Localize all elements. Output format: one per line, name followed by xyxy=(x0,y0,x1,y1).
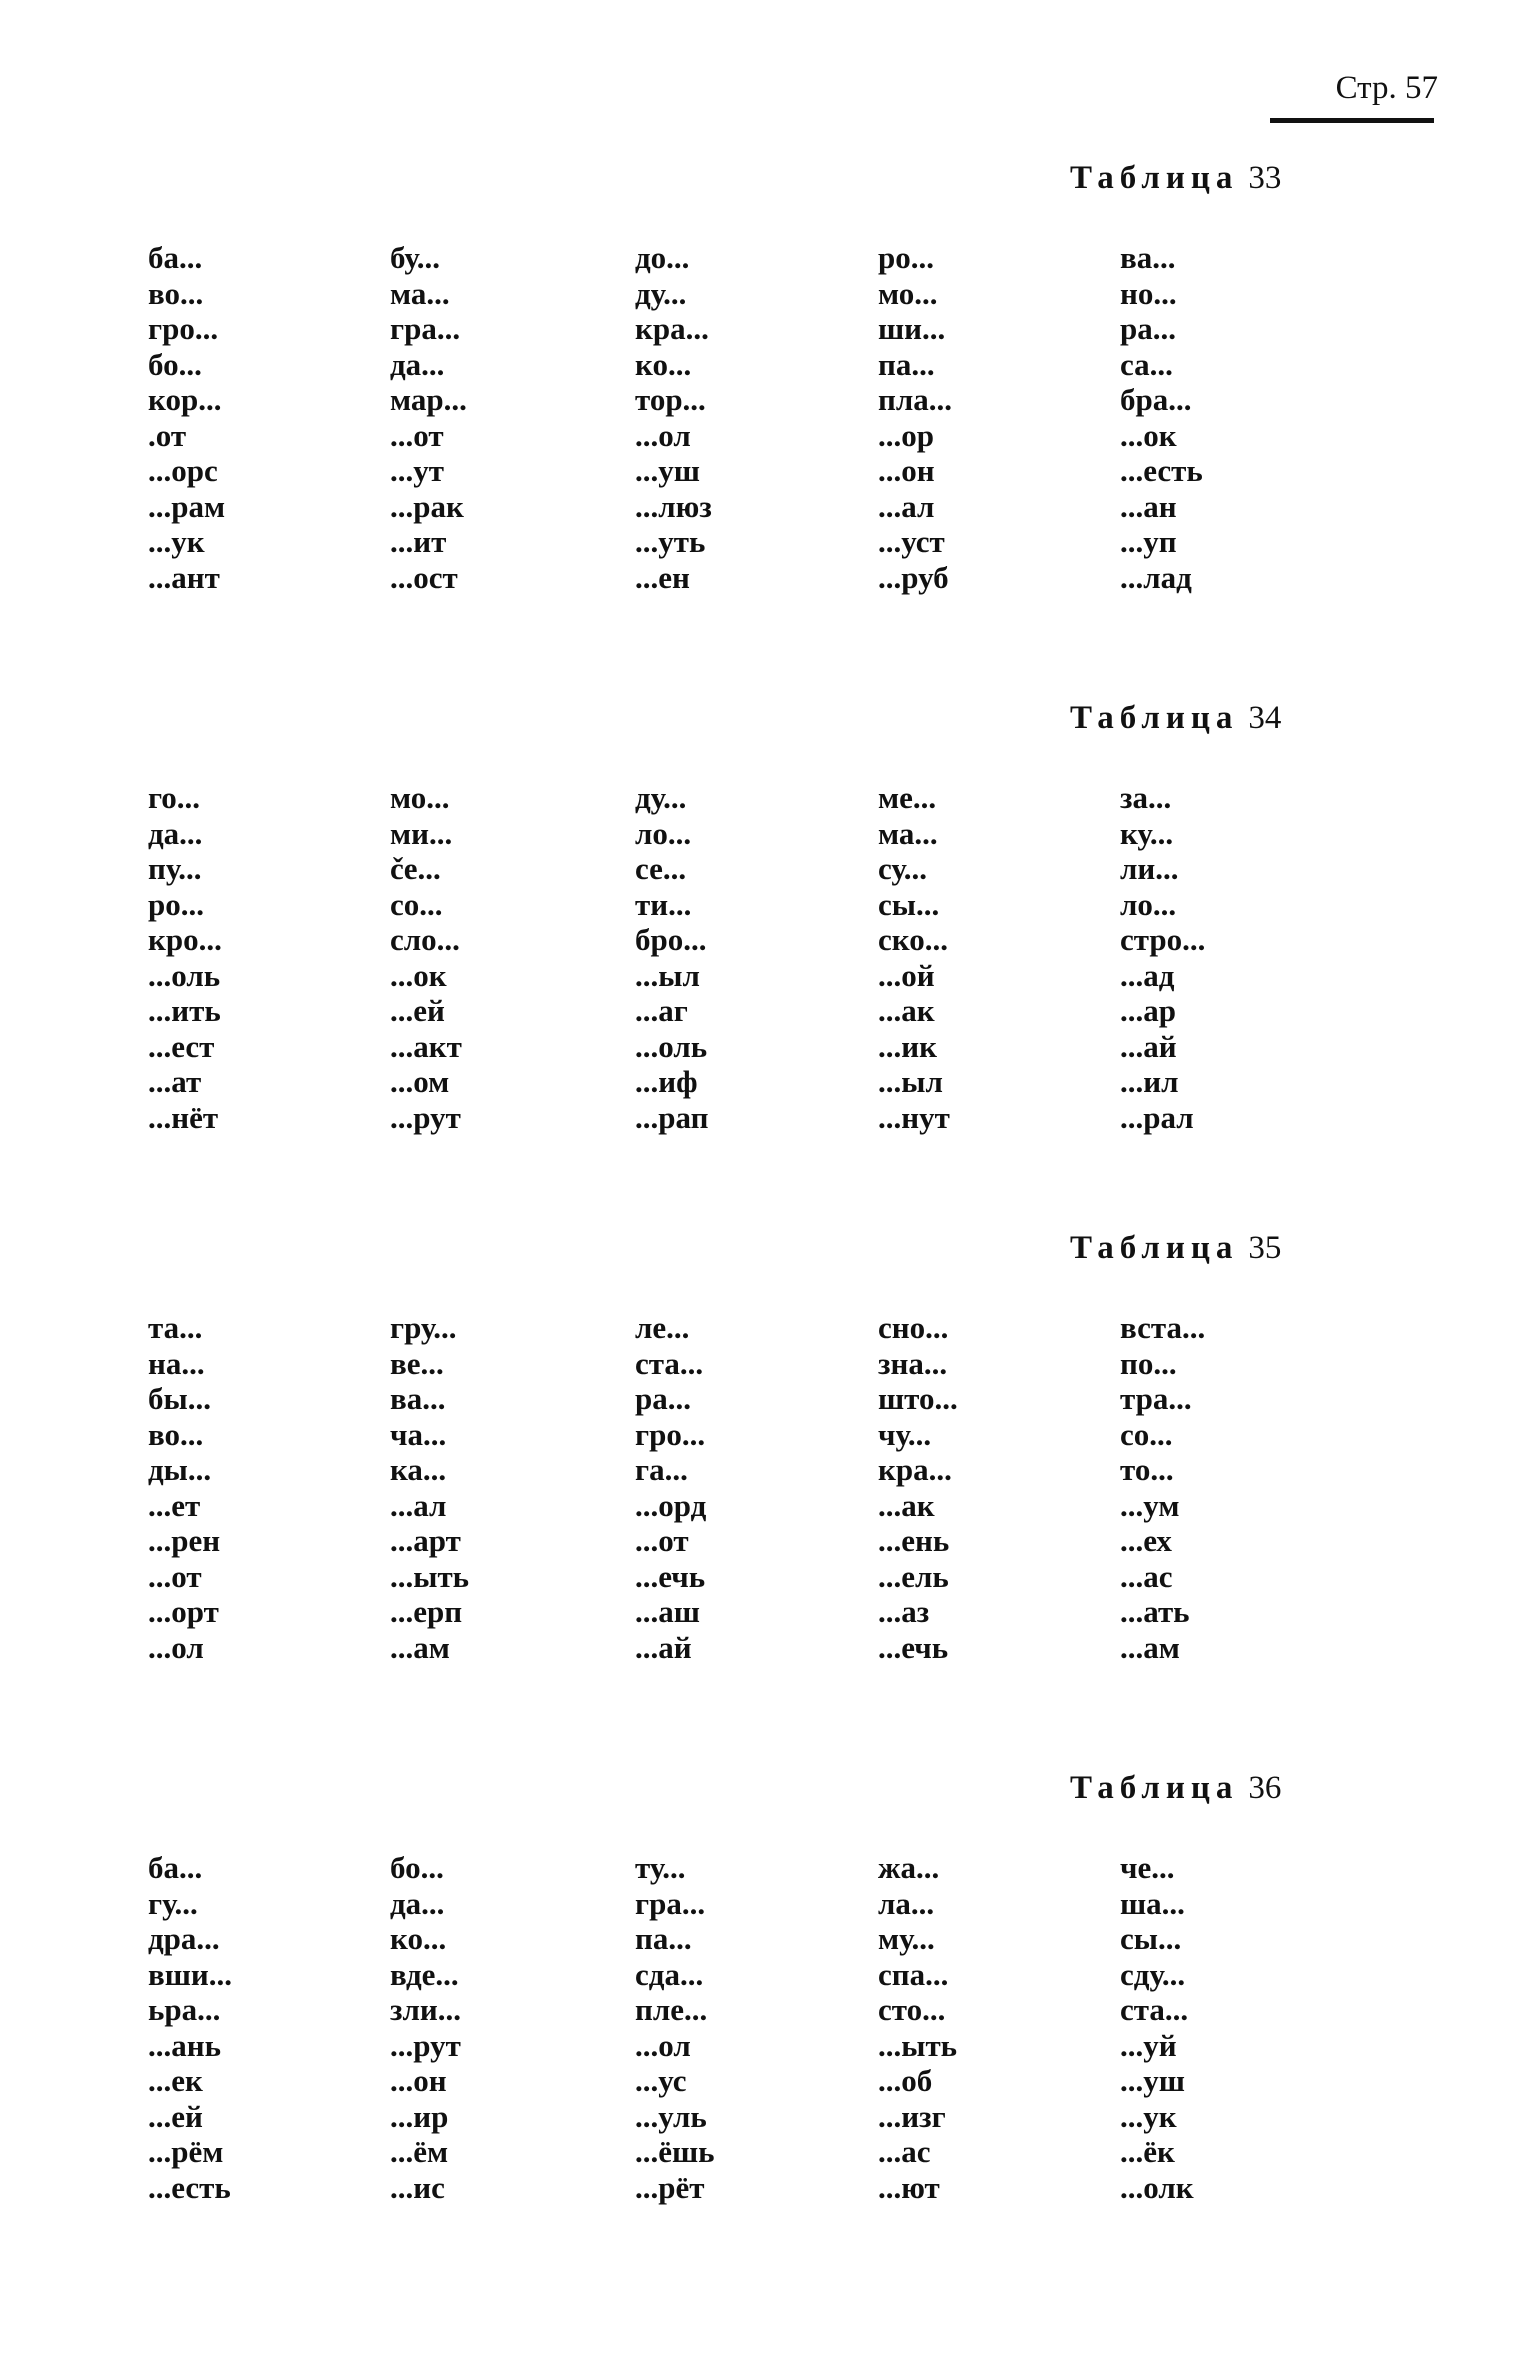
syllable-cell: ...ак xyxy=(878,1487,935,1523)
syllable-cell: ...ечь xyxy=(878,1629,949,1665)
table-title-number: 36 xyxy=(1248,1770,1282,1806)
syllable-cell: ...ут xyxy=(390,453,444,488)
syllable-cell: гро... xyxy=(148,311,219,346)
syllable-cell: ...ок xyxy=(1120,417,1177,453)
table-title-number: 33 xyxy=(1248,160,1282,196)
syllable-cell: ...ай xyxy=(1120,1028,1177,1064)
syllable-cell: ...ак xyxy=(878,993,935,1028)
syllable-cell: ...уй xyxy=(1120,2027,1177,2063)
syllable-cell: ...ыл xyxy=(635,957,700,993)
syllable-cell: ло... xyxy=(635,815,692,851)
syllable-cell: су... xyxy=(878,851,927,886)
syllable-cell: ма... xyxy=(390,275,450,311)
syllable-cell: ...рал xyxy=(1120,1099,1194,1135)
syllable-cell: ...ал xyxy=(878,488,935,524)
syllable-cell: ду... xyxy=(635,275,687,311)
table-title-label: Таблица xyxy=(1070,700,1239,736)
syllable-cell: са... xyxy=(1120,346,1173,382)
table-column xyxy=(1120,780,1205,1135)
syllable-cell: кра... xyxy=(635,311,709,346)
syllable-cell: ста... xyxy=(1120,1992,1189,2027)
syllable-cell: вде... xyxy=(390,1956,459,1992)
syllable-cell: ...рам xyxy=(148,488,226,524)
syllable-cell: ...ой xyxy=(878,957,935,993)
syllable-cell: ...ечь xyxy=(635,1558,706,1594)
syllable-cell: ...ерп xyxy=(390,1594,463,1629)
syllable-cell: ти... xyxy=(635,886,692,922)
syllable-cell: ...ум xyxy=(1120,1487,1180,1523)
table-column xyxy=(390,1310,469,1665)
syllable-cell: бы... xyxy=(148,1381,211,1416)
syllable-cell: ...ол xyxy=(148,1629,204,1665)
syllable-cell: ...ил xyxy=(1120,1064,1179,1099)
syllable-cell: сло... xyxy=(390,922,460,957)
syllable-cell: ...оль xyxy=(635,1028,708,1064)
table-title xyxy=(1070,1770,1281,1807)
syllable-cell: ло... xyxy=(1120,886,1177,922)
syllable-cell: ...ас xyxy=(878,2134,931,2169)
table-title-number: 35 xyxy=(1248,1230,1282,1266)
syllable-cell: ...ень xyxy=(878,1523,950,1558)
table-title xyxy=(1070,700,1281,737)
syllable-cell: ...аз xyxy=(878,1594,930,1629)
syllable-cell: ...орт xyxy=(148,1594,219,1629)
syllable-cell: мар... xyxy=(390,382,467,417)
syllable-cell: ...ыл xyxy=(878,1064,943,1099)
syllable-cell: ...ом xyxy=(390,1064,450,1099)
syllable-cell: ...люз xyxy=(635,488,712,524)
syllable-cell: ...уп xyxy=(1120,524,1177,559)
syllable-cell: му... xyxy=(878,1921,935,1956)
syllable-cell: ро... xyxy=(878,240,934,275)
syllable-cell: ...ис xyxy=(390,2169,445,2205)
syllable-cell: ...есть xyxy=(1120,453,1203,488)
syllable-cell: ...ань xyxy=(148,2027,222,2063)
syllable-cell: тра... xyxy=(1120,1381,1192,1416)
table-title-label: Таблица xyxy=(1070,160,1239,196)
syllable-cell: ...уть xyxy=(635,524,706,559)
syllable-cell: ...оль xyxy=(148,957,221,993)
syllable-cell: ...рём xyxy=(148,2134,224,2169)
syllable-cell: ...ам xyxy=(390,1629,450,1665)
table-column xyxy=(390,240,467,595)
syllable-cell: ба... xyxy=(148,240,203,275)
syllable-cell: ...орс xyxy=(148,453,218,488)
table-column xyxy=(635,1310,706,1665)
syllable-cell: ...уш xyxy=(635,453,700,488)
syllable-cell: ле... xyxy=(635,1310,690,1345)
syllable-cell: ста... xyxy=(635,1345,704,1381)
syllable-cell: мо... xyxy=(878,275,938,311)
syllable-cell: ...ай xyxy=(635,1629,692,1665)
table-column xyxy=(1120,1310,1205,1665)
syllable-cell: ча... xyxy=(390,1416,447,1452)
syllable-cell: ро... xyxy=(148,886,204,922)
syllable-cell: ра... xyxy=(635,1381,691,1416)
syllable-cell: ...ам xyxy=(1120,1629,1180,1665)
syllable-cell: го... xyxy=(148,780,201,815)
syllable-cell: ...ад xyxy=(1120,957,1175,993)
syllable-cell: сы... xyxy=(878,886,940,922)
syllable-cell: ...ей xyxy=(148,2098,203,2134)
table-title xyxy=(1070,160,1281,197)
syllable-cell: сто... xyxy=(878,1992,946,2027)
syllable-cell: ко... xyxy=(635,346,692,382)
syllable-cell: ...ор xyxy=(878,417,934,453)
syllable-cell: ...ост xyxy=(390,559,458,595)
syllable-cell: ...олк xyxy=(1120,2169,1194,2205)
syllable-cell: но... xyxy=(1120,275,1177,311)
syllable-cell: ве... xyxy=(390,1345,444,1381)
syllable-cell: ...лад xyxy=(1120,559,1192,595)
header-rule xyxy=(1270,118,1434,123)
syllable-cell: бро... xyxy=(635,922,707,957)
syllable-cell: ды... xyxy=(148,1452,212,1487)
syllable-cell: ...он xyxy=(390,2063,447,2098)
syllable-cell: ...ит xyxy=(390,524,447,559)
syllable-cell: па... xyxy=(878,346,935,382)
syllable-cell: сно... xyxy=(878,1310,949,1345)
syllable-cell: га... xyxy=(635,1452,688,1487)
syllable-cell: пле... xyxy=(635,1992,708,2027)
syllable-cell: ...он xyxy=(878,453,935,488)
syllable-cell: ...ол xyxy=(635,2027,691,2063)
syllable-cell: ва... xyxy=(1120,240,1176,275)
syllable-cell: ...акт xyxy=(390,1028,462,1064)
syllable-cell: ...ить xyxy=(148,993,221,1028)
syllable-cell: жа... xyxy=(878,1850,940,1885)
syllable-cell: тор... xyxy=(635,382,706,417)
table-column xyxy=(1120,240,1203,595)
table-column xyxy=(878,780,950,1135)
syllable-cell: чу... xyxy=(878,1416,932,1452)
syllable-cell: ба... xyxy=(148,1850,203,1885)
syllable-cell: ...об xyxy=(878,2063,933,2098)
table-column xyxy=(878,240,952,595)
syllable-cell: ...от xyxy=(390,417,444,453)
syllable-cell: ...ир xyxy=(390,2098,449,2134)
syllable-cell: во... xyxy=(148,275,204,311)
syllable-cell: ...ех xyxy=(1120,1523,1172,1558)
syllable-cell: спа... xyxy=(878,1956,949,1992)
syllable-cell: кро... xyxy=(148,922,222,957)
syllable-cell: пла... xyxy=(878,382,953,417)
syllable-cell: ра... xyxy=(1120,311,1176,346)
syllable-cell: вши... xyxy=(148,1956,233,1992)
syllable-cell: че... xyxy=(1120,1850,1175,1885)
syllable-cell: ...ек xyxy=(148,2063,203,2098)
syllable-cell: ...ук xyxy=(148,524,205,559)
syllable-cell: ...рут xyxy=(390,2027,461,2063)
syllable-cell: ...ус xyxy=(635,2063,687,2098)
syllable-cell: ...руб xyxy=(878,559,949,595)
syllable-cell: ла... xyxy=(878,1885,935,1921)
table-column xyxy=(148,240,225,595)
syllable-cell: со... xyxy=(390,886,443,922)
table-title-label: Таблица xyxy=(1070,1770,1239,1806)
syllable-cell: ...есть xyxy=(148,2169,231,2205)
syllable-cell: гру... xyxy=(390,1310,457,1345)
syllable-cell: ша... xyxy=(1120,1885,1185,1921)
syllable-cell: ме... xyxy=(878,780,937,815)
syllable-cell: ...ар xyxy=(1120,993,1176,1028)
syllable-cell: зна... xyxy=(878,1345,948,1381)
syllable-cell: .от xyxy=(148,417,187,453)
syllable-cell: ту... xyxy=(635,1850,686,1885)
syllable-cell: ...ат xyxy=(148,1064,202,1099)
syllable-cell: ...аг xyxy=(635,993,688,1028)
syllable-cell: ...ём xyxy=(390,2134,449,2169)
syllable-cell: ьра... xyxy=(148,1992,221,2027)
syllable-cell: да... xyxy=(390,1885,445,1921)
syllable-cell: ...ан xyxy=(1120,488,1177,524)
syllable-cell: ши... xyxy=(878,311,946,346)
syllable-cell: ва... xyxy=(390,1381,446,1416)
table-column xyxy=(148,1850,232,2205)
syllable-cell: гро... xyxy=(635,1416,706,1452)
syllable-cell: ...ель xyxy=(878,1558,949,1594)
table-column xyxy=(635,1850,715,2205)
syllable-cell: кор... xyxy=(148,382,222,417)
table-title xyxy=(1070,1230,1281,1267)
syllable-cell: сы... xyxy=(1120,1921,1182,1956)
syllable-cell: ду... xyxy=(635,780,687,815)
syllable-cell: ...ет xyxy=(148,1487,201,1523)
syllable-cell: ...ас xyxy=(1120,1558,1173,1594)
syllable-cell: то... xyxy=(1120,1452,1174,1487)
syllable-cell: мо... xyxy=(390,780,450,815)
syllable-cell: та... xyxy=(148,1310,203,1345)
syllable-cell: се... xyxy=(635,851,687,886)
syllable-cell: што... xyxy=(878,1381,958,1416)
syllable-cell: ...ыть xyxy=(878,2027,958,2063)
syllable-cell: ку... xyxy=(1120,815,1174,851)
syllable-cell: бра... xyxy=(1120,382,1192,417)
table-column xyxy=(148,780,222,1135)
syllable-cell: ...нут xyxy=(878,1099,950,1135)
syllable-cell: бо... xyxy=(390,1850,444,1885)
syllable-cell: ...ют xyxy=(878,2169,940,2205)
syllable-cell: ...ёк xyxy=(1120,2134,1175,2169)
table-column xyxy=(390,1850,461,2205)
table-title-number: 34 xyxy=(1248,700,1282,736)
syllable-cell: па... xyxy=(635,1921,692,1956)
syllable-cell: вста... xyxy=(1120,1310,1206,1345)
syllable-cell: ...иф xyxy=(635,1064,698,1099)
syllable-cell: на... xyxy=(148,1345,205,1381)
syllable-cell: ...рен xyxy=(148,1523,221,1558)
syllable-cell: гра... xyxy=(390,311,461,346)
table-column xyxy=(878,1850,957,2205)
syllable-cell: пу... xyxy=(148,851,202,886)
syllable-cell: гу... xyxy=(148,1885,198,1921)
syllable-cell: ...рут xyxy=(390,1099,461,1135)
page-number-header: Стр. 57 xyxy=(1335,70,1438,106)
table-column xyxy=(1120,1850,1194,2205)
syllable-cell: ...уль xyxy=(635,2098,707,2134)
syllable-cell: кра... xyxy=(878,1452,952,1487)
syllable-cell: ка... xyxy=(390,1452,447,1487)
syllable-cell: сду... xyxy=(1120,1956,1186,1992)
table-title-label: Таблица xyxy=(1070,1230,1239,1266)
syllable-cell: ...ол xyxy=(635,417,691,453)
syllable-cell: ...рак xyxy=(390,488,464,524)
syllable-cell: ...от xyxy=(635,1523,689,1558)
syllable-cell: ...ал xyxy=(390,1487,447,1523)
table-column xyxy=(878,1310,958,1665)
syllable-cell: ...ук xyxy=(1120,2098,1177,2134)
syllable-cell: зли... xyxy=(390,1992,461,2027)
syllable-cell: сда... xyxy=(635,1956,704,1992)
table-column xyxy=(390,780,462,1135)
syllable-cell: ...уш xyxy=(1120,2063,1185,2098)
syllable-cell: ...аш xyxy=(635,1594,700,1629)
syllable-cell: ...уст xyxy=(878,524,945,559)
syllable-cell: ...ест xyxy=(148,1028,215,1064)
syllable-cell: стро... xyxy=(1120,922,1206,957)
syllable-cell: да... xyxy=(148,815,203,851)
table-column xyxy=(635,240,712,595)
syllable-cell: ма... xyxy=(878,815,938,851)
syllable-cell: ...рёт xyxy=(635,2169,705,2205)
syllable-cell: по... xyxy=(1120,1345,1177,1381)
syllable-cell: бу... xyxy=(390,240,440,275)
syllable-cell: ...ен xyxy=(635,559,690,595)
syllable-cell: če... xyxy=(390,851,441,886)
table-column xyxy=(148,1310,220,1665)
syllable-cell: ко... xyxy=(390,1921,447,1956)
syllable-cell: да... xyxy=(390,346,445,382)
syllable-cell: ...ант xyxy=(148,559,220,595)
syllable-cell: гра... xyxy=(635,1885,706,1921)
syllable-cell: во... xyxy=(148,1416,204,1452)
syllable-cell: ...ать xyxy=(1120,1594,1190,1629)
syllable-cell: ...рап xyxy=(635,1099,709,1135)
syllable-cell: ...изг xyxy=(878,2098,946,2134)
syllable-cell: ми... xyxy=(390,815,453,851)
syllable-cell: ...ыть xyxy=(390,1558,470,1594)
syllable-cell: ...нёт xyxy=(148,1099,219,1135)
syllable-cell: до... xyxy=(635,240,690,275)
syllable-cell: за... xyxy=(1120,780,1172,815)
syllable-cell: ско... xyxy=(878,922,948,957)
syllable-cell: ...ей xyxy=(390,993,445,1028)
syllable-cell: ...орд xyxy=(635,1487,707,1523)
syllable-cell: со... xyxy=(1120,1416,1173,1452)
syllable-cell: дра... xyxy=(148,1921,220,1956)
syllable-cell: ...ёшь xyxy=(635,2134,715,2169)
syllable-cell: ...от xyxy=(148,1558,202,1594)
syllable-cell: бо... xyxy=(148,346,202,382)
syllable-cell: ли... xyxy=(1120,851,1179,886)
syllable-cell: ...ок xyxy=(390,957,447,993)
table-column xyxy=(635,780,708,1135)
syllable-cell: ...арт xyxy=(390,1523,461,1558)
syllable-cell: ...ик xyxy=(878,1028,937,1064)
